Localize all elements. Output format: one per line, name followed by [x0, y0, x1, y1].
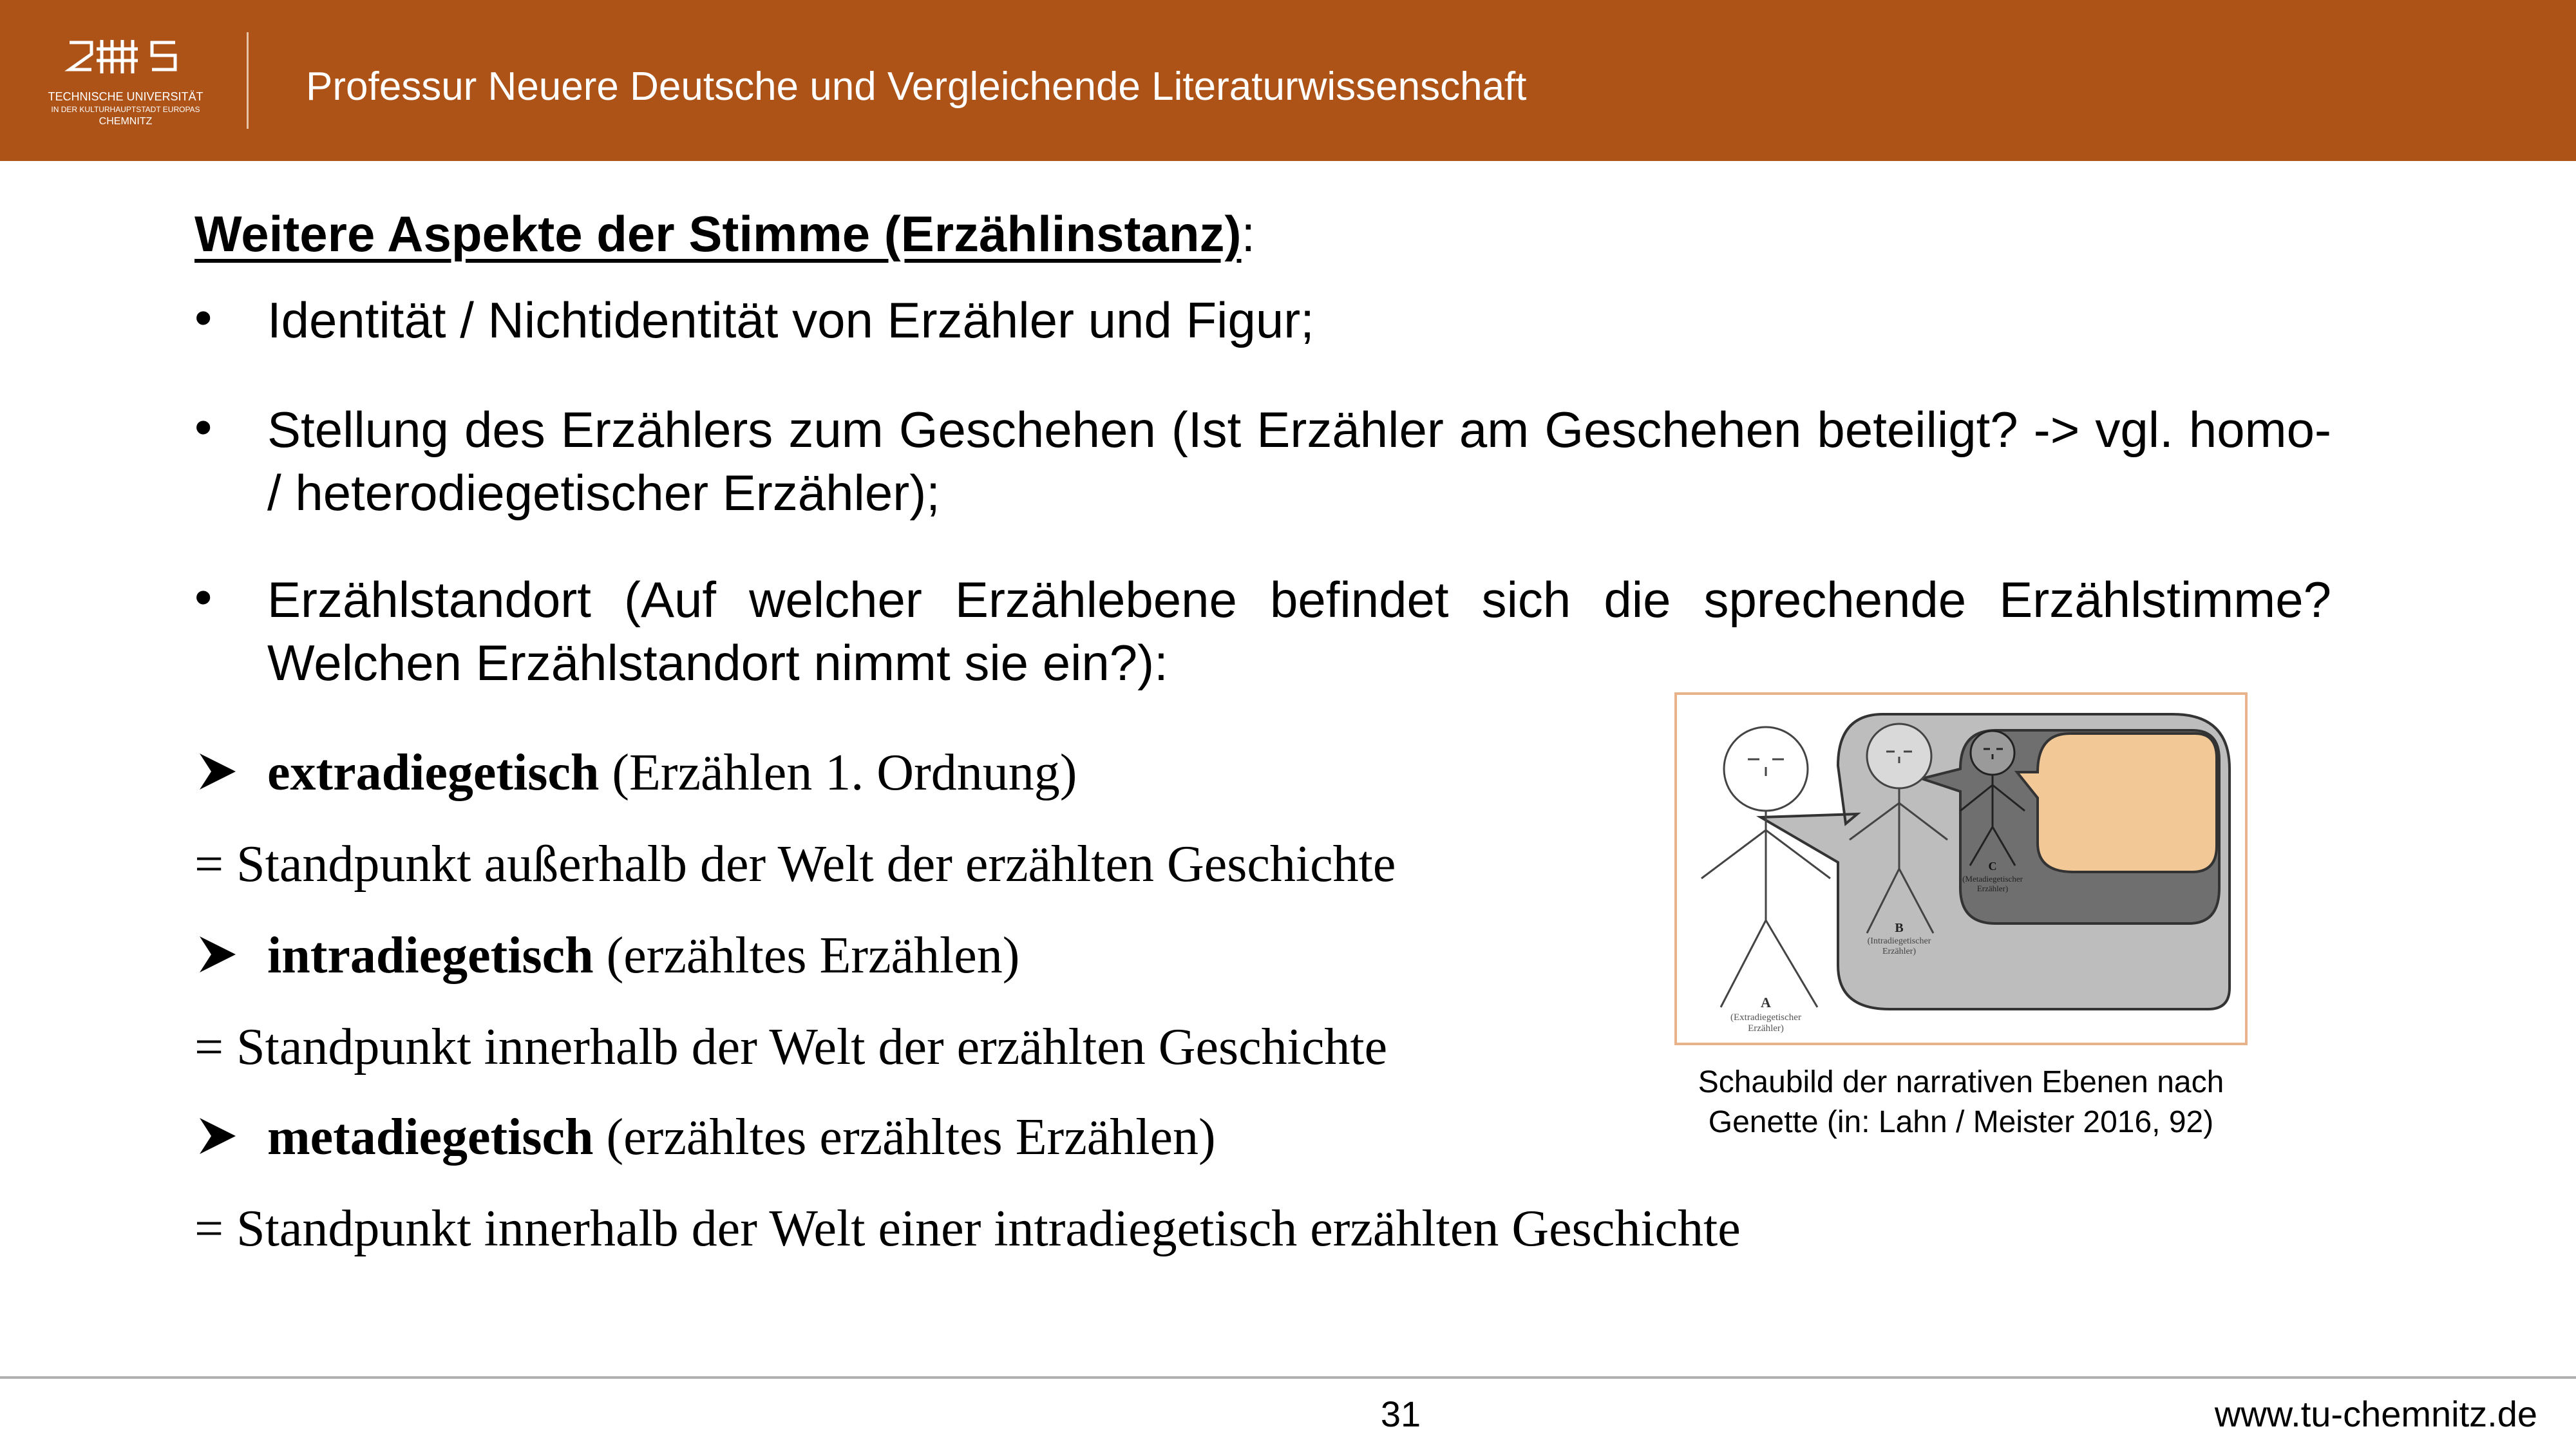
level-gloss: (Erzählen 1. Ordnung) [599, 744, 1077, 801]
logo-text-university: TECHNISCHE UNIVERSITÄT [48, 90, 204, 103]
slide-heading [194, 205, 1255, 263]
diagram-drawing [1677, 695, 2245, 1043]
bullet-item: Stellung des Erzählers zum Geschehen (Ist Erzähler am Geschehen beteiligt? -> vgl. homo- / heterodiegetischer Erzähler); [267, 401, 2331, 521]
level-term: extradiegetisch [267, 744, 600, 801]
footer-divider [0, 1376, 2576, 1379]
arrow-bullet-icon [194, 931, 241, 978]
stick-figure-a [1701, 727, 1830, 1007]
level-definition: = Standpunkt innerhalb der Welt der erzählten Geschichte [194, 1019, 1388, 1075]
figure-label-b-sub: Erzähler) [1882, 947, 1917, 956]
figure-caption: Schaubild der narrativen Ebenen nach Genette (in: Lahn / Meister 2016, 92) [1698, 1065, 2224, 1139]
level-gloss: (erzähltes Erzählen) [593, 927, 1020, 984]
slide-heading-text: Weitere Aspekte der Stimme (Erzählinstanz) [194, 205, 1242, 262]
figure-label-a-sub: Erzähler) [1748, 1023, 1784, 1034]
bullet-marker: • [194, 399, 213, 455]
narrative-levels-diagram [1674, 692, 2248, 1045]
arrow-bullet-icon [194, 1113, 241, 1159]
footer-url: www.tu-chemnitz.de [2214, 1394, 2537, 1434]
logo-text-city: CHEMNITZ [99, 116, 153, 127]
slide-heading-colon: : [1241, 205, 1256, 262]
bullet-item: Erzählstandort (Auf welcher Erzählebene befindet sich die sprechende Erzählstimme? Welchen Erzählstandort nimmt sie ein?): [267, 571, 2331, 691]
bullet-marker: • [194, 569, 213, 625]
header-divider [247, 32, 249, 129]
level-gloss: (erzähltes erzähltes Erzählen) [593, 1109, 1216, 1166]
figure-label-b: B [1895, 921, 1904, 935]
university-logo [35, 31, 216, 134]
speech-bubble-inner [2017, 734, 2217, 872]
header-title: Professur Neuere Deutsche und Vergleichende Literaturwissenschaft [306, 64, 1527, 109]
level-term: metadiegetisch [267, 1109, 594, 1166]
figure-label-c-sub: Erzähler) [1976, 884, 2009, 893]
bullet-item: Identität / Nichtidentität von Erzähler und Figur; [267, 292, 1314, 348]
header-bar [0, 0, 2576, 161]
figure-label-a-sub: (Extradiegetischer [1730, 1012, 1801, 1023]
level-metadiegetic [267, 1106, 1216, 1168]
figure-label-a: A [1761, 994, 1771, 1010]
bullet-marker: • [194, 289, 213, 346]
logo-text-subtitle: IN DER KULTURHAUPTSTADT EUROPAS [51, 105, 200, 114]
level-extradiegetic [267, 742, 1077, 804]
level-intradiegetic [267, 925, 1019, 987]
figure-label-c: C [1988, 860, 1997, 873]
figure-label-c-sub: (Metadiegetischer [1962, 874, 2023, 884]
arrow-bullet-icon [194, 748, 241, 795]
level-definition: = Standpunkt außerhalb der Welt der erzählten Geschichte [194, 836, 1396, 893]
page-number: 31 [1380, 1394, 1421, 1434]
level-term: intradiegetisch [267, 927, 594, 984]
figure-label-b-sub: (Intradiegetischer [1867, 936, 1931, 946]
tu-chemnitz-logo-mark [64, 31, 187, 82]
level-definition: = Standpunkt innerhalb der Welt einer intradiegetisch erzählten Geschichte [194, 1200, 1741, 1257]
